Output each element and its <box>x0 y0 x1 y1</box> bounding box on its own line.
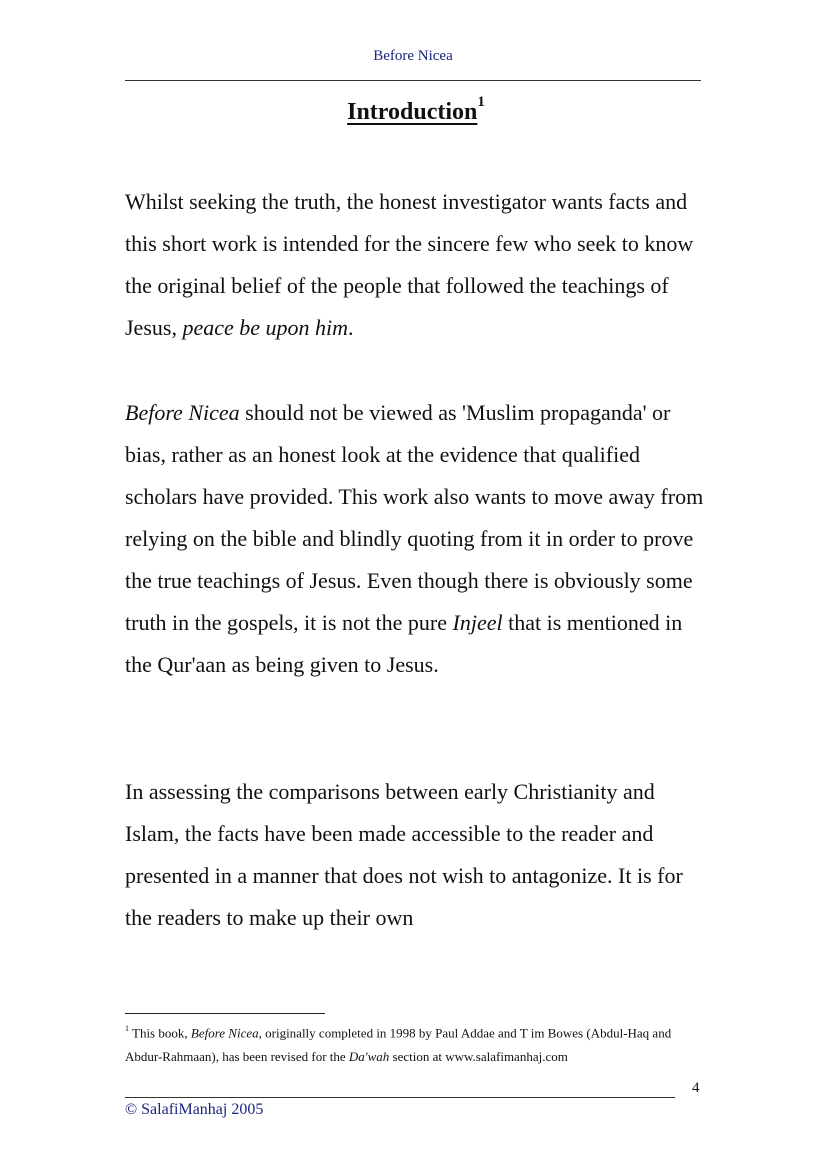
paragraph-2 <box>125 392 705 686</box>
footnote-rule <box>125 1013 325 1014</box>
footnote-emphasis-2: Da'wah <box>348 1049 390 1065</box>
paragraph-3-text: In assessing the comparisons between early Christianity and Islam, the facts have been made accessible to the reader and presented in a manner that does not wish to antagonize. It is for the readers to make up their own <box>125 779 683 930</box>
footnote-text-3: section at www.salafimanhaj.com <box>389 1049 568 1065</box>
paragraph-3 <box>125 771 705 939</box>
footer-rule <box>125 1097 675 1098</box>
paragraph-2-text-2: that is mentioned in the Qur'aan as being given to Jesus. <box>125 610 683 677</box>
footnote-mark: 1 <box>125 1024 129 1033</box>
footnote <box>125 1018 705 1069</box>
paragraph-2-emphasis-1: Before Nicea <box>125 400 240 425</box>
title-footnote-mark[interactable]: 1 <box>477 94 485 110</box>
running-header: Before Nicea <box>373 48 453 64</box>
paragraph-1-text: Whilst seeking the truth, the honest investigator wants facts and this short work is intended for the sincere few who seek to know the original belief of the people that followed the teachings of Jesus, <box>125 189 694 340</box>
paragraph-1 <box>125 181 705 349</box>
title-text: Introduction <box>347 99 478 125</box>
footnote-text-1: This book, <box>132 1025 191 1041</box>
paragraph-1-emphasis: peace be upon him <box>182 315 349 340</box>
copyright-notice: © SalafiManhaj 2005 <box>125 1101 264 1118</box>
paragraph-2-text-1: should not be viewed as 'Muslim propaganda' or bias, rather as an honest look at the evidence that qualified scholars have provided. This work also wants to move away from relying on the bible and blindly quoting from it in order to prove the true teachings of Jesus. Even though there is obviously some truth in the gospels, it is not the pure <box>125 400 704 635</box>
header-rule <box>125 80 701 81</box>
paragraph-2-emphasis-2: Injeel <box>452 610 503 635</box>
footnote-emphasis-1: Before Nicea <box>190 1025 259 1041</box>
page-number: 4 <box>692 1080 700 1096</box>
footnote-text-2: , originally completed in 1998 by Paul Addae and T im Bowes (Abdul-Haq and Abdur-Rahmaan), has been revised for the <box>125 1025 672 1065</box>
paragraph-1-end: . <box>348 315 354 340</box>
page-title <box>0 94 826 126</box>
